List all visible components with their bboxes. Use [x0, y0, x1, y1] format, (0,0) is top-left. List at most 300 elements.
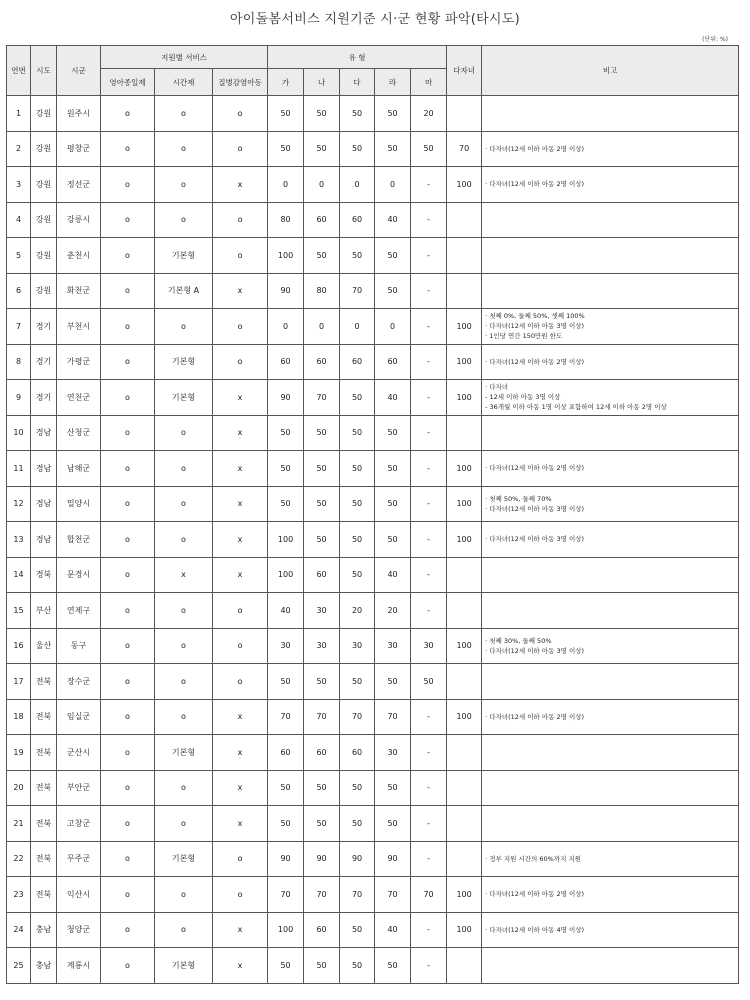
row-multi-child-cell: 100	[447, 522, 482, 558]
row-illness-cell: o	[213, 202, 268, 238]
header-sido: 시도	[31, 46, 57, 96]
row-type-ra-cell: 50	[375, 770, 411, 806]
row-multi-child-cell	[447, 415, 482, 451]
row-multi-child-cell: 100	[447, 877, 482, 913]
row-multi-child-cell	[447, 806, 482, 842]
row-sido-cell: 경남	[31, 415, 57, 451]
row-type-na-cell: 0	[304, 309, 340, 345]
row-type-na-cell: 50	[304, 486, 340, 522]
support-standard-table	[6, 45, 739, 984]
row-type-ra-cell: 50	[375, 131, 411, 167]
note-line: · 다자녀(12세 이하 아동 2명 이상)	[485, 357, 585, 366]
row-sido-cell: 경남	[31, 486, 57, 522]
row-multi-child-cell: 100	[447, 912, 482, 948]
row-note-cell	[482, 593, 739, 629]
row-type-ga-cell: 40	[268, 593, 304, 629]
row-type-da-cell: 50	[340, 522, 375, 558]
row-sido-cell: 경기	[31, 309, 57, 345]
row-type-ra-cell: 50	[375, 664, 411, 700]
row-sido-cell: 경기	[31, 380, 57, 416]
row-sido-cell: 강원	[31, 202, 57, 238]
table-row	[7, 202, 739, 238]
row-type-ma-cell: 50	[411, 131, 447, 167]
row-type-da-cell: 50	[340, 415, 375, 451]
row-multi-child-cell: 100	[447, 344, 482, 380]
row-type-na-cell: 60	[304, 344, 340, 380]
row-hourly-cell: o	[155, 486, 213, 522]
row-sigun-cell: 강릉시	[57, 202, 101, 238]
row-no-cell: 12	[7, 486, 31, 522]
row-illness-cell: x	[213, 806, 268, 842]
row-no-cell: 18	[7, 699, 31, 735]
row-type-ra-cell: 70	[375, 877, 411, 913]
header-service-group: 지원별 서비스	[101, 46, 268, 69]
row-sido-cell: 경남	[31, 451, 57, 487]
row-type-ga-cell: 50	[268, 451, 304, 487]
row-sigun-cell: 임실군	[57, 699, 101, 735]
row-type-da-cell: 0	[340, 309, 375, 345]
row-multi-child-cell	[447, 96, 482, 132]
row-sigun-cell: 장수군	[57, 664, 101, 700]
note-line: · 1인당 연간 150만원 한도	[485, 332, 563, 341]
row-note-cell	[482, 806, 739, 842]
row-type-ra-cell: 30	[375, 735, 411, 771]
row-type-da-cell: 50	[340, 912, 375, 948]
row-type-ra-cell: 20	[375, 593, 411, 629]
row-type-ga-cell: 100	[268, 557, 304, 593]
row-type-na-cell: 50	[304, 96, 340, 132]
row-type-na-cell: 50	[304, 415, 340, 451]
row-multi-child-cell: 100	[447, 699, 482, 735]
note-line: · 다자녀(12세 이하 아동 4명 이상)	[485, 925, 585, 934]
row-illness-cell: o	[213, 131, 268, 167]
table-row	[7, 309, 739, 345]
row-type-na-cell: 50	[304, 451, 340, 487]
row-note-cell	[482, 451, 739, 487]
row-no-cell: 25	[7, 948, 31, 984]
header-note: 비고	[482, 46, 739, 96]
row-infant-cell: o	[101, 948, 155, 984]
table-row	[7, 841, 739, 877]
row-type-ra-cell: 0	[375, 309, 411, 345]
unit-note: (단위: %)	[702, 36, 728, 43]
row-type-da-cell: 50	[340, 451, 375, 487]
row-note-cell	[482, 948, 739, 984]
row-no-cell: 5	[7, 238, 31, 274]
header-type-ga: 가	[268, 69, 304, 96]
row-type-da-cell: 50	[340, 486, 375, 522]
table-row	[7, 664, 739, 700]
row-illness-cell: o	[213, 593, 268, 629]
row-type-ga-cell: 90	[268, 380, 304, 416]
row-no-cell: 14	[7, 557, 31, 593]
row-type-da-cell: 90	[340, 841, 375, 877]
row-note-cell	[482, 309, 739, 345]
row-sido-cell: 충남	[31, 948, 57, 984]
row-type-ga-cell: 50	[268, 948, 304, 984]
row-no-cell: 15	[7, 593, 31, 629]
row-type-na-cell: 70	[304, 877, 340, 913]
row-type-na-cell: 0	[304, 167, 340, 203]
row-sido-cell: 강원	[31, 96, 57, 132]
row-sido-cell: 전북	[31, 841, 57, 877]
row-multi-child-cell: 100	[447, 486, 482, 522]
row-note-cell	[482, 202, 739, 238]
row-no-cell: 13	[7, 522, 31, 558]
table-body	[7, 96, 739, 984]
row-type-da-cell: 60	[340, 202, 375, 238]
note-line: · 다자녀(12세 이하 아동 3명 이상)	[485, 535, 585, 544]
row-multi-child-cell: 100	[447, 380, 482, 416]
row-sigun-cell: 계룡시	[57, 948, 101, 984]
row-no-cell: 23	[7, 877, 31, 913]
row-infant-cell: o	[101, 486, 155, 522]
row-illness-cell: x	[213, 522, 268, 558]
row-sido-cell: 전북	[31, 806, 57, 842]
row-hourly-cell: o	[155, 451, 213, 487]
row-sido-cell: 충남	[31, 912, 57, 948]
row-type-ga-cell: 30	[268, 628, 304, 664]
row-infant-cell: o	[101, 557, 155, 593]
row-note-cell	[482, 877, 739, 913]
row-infant-cell: o	[101, 415, 155, 451]
row-no-cell: 16	[7, 628, 31, 664]
row-illness-cell: x	[213, 451, 268, 487]
note-line: · 다자녀(12세 이하 아동 2명 이상)	[485, 890, 585, 899]
row-type-ra-cell: 50	[375, 486, 411, 522]
row-type-ra-cell: 40	[375, 557, 411, 593]
row-no-cell: 1	[7, 96, 31, 132]
table-row	[7, 628, 739, 664]
row-sido-cell: 경북	[31, 557, 57, 593]
row-type-na-cell: 70	[304, 699, 340, 735]
row-type-ga-cell: 70	[268, 699, 304, 735]
row-infant-cell: o	[101, 167, 155, 203]
row-infant-cell: o	[101, 309, 155, 345]
row-infant-cell: o	[101, 451, 155, 487]
row-sigun-cell: 익산시	[57, 877, 101, 913]
row-multi-child-cell	[447, 202, 482, 238]
row-type-ma-cell: -	[411, 770, 447, 806]
row-hourly-cell: o	[155, 699, 213, 735]
note-line: · 다자녀(12세 이하 아동 2명 이상)	[485, 144, 585, 153]
row-infant-cell: o	[101, 877, 155, 913]
table-row	[7, 735, 739, 771]
row-type-ga-cell: 50	[268, 415, 304, 451]
row-type-ma-cell: -	[411, 948, 447, 984]
row-type-da-cell: 60	[340, 735, 375, 771]
row-type-na-cell: 50	[304, 664, 340, 700]
row-hourly-cell: o	[155, 806, 213, 842]
row-sigun-cell: 청양군	[57, 912, 101, 948]
row-type-da-cell: 50	[340, 664, 375, 700]
row-infant-cell: o	[101, 131, 155, 167]
row-illness-cell: x	[213, 167, 268, 203]
note-line: · 다자녀(12세 이하 아동 2명 이상)	[485, 464, 585, 473]
row-sigun-cell: 화천군	[57, 273, 101, 309]
row-illness-cell: o	[213, 238, 268, 274]
row-infant-cell: o	[101, 735, 155, 771]
row-multi-child-cell	[447, 557, 482, 593]
row-type-ra-cell: 40	[375, 380, 411, 416]
row-type-ra-cell: 50	[375, 948, 411, 984]
header-service-infant: 영아종일제	[101, 69, 155, 96]
header-type-da: 다	[340, 69, 375, 96]
row-type-ma-cell: -	[411, 380, 447, 416]
row-illness-cell: o	[213, 96, 268, 132]
row-infant-cell: o	[101, 806, 155, 842]
note-line: · 정부 지원 시간의 60%까지 지원	[485, 854, 582, 863]
table-row	[7, 593, 739, 629]
row-hourly-cell: o	[155, 628, 213, 664]
row-sigun-cell: 밀양시	[57, 486, 101, 522]
table-row	[7, 380, 739, 416]
row-illness-cell: x	[213, 557, 268, 593]
row-note-cell	[482, 735, 739, 771]
row-sigun-cell: 연천군	[57, 380, 101, 416]
table-row	[7, 344, 739, 380]
note-line: · 다자녀(12세 이하 아동 2명 이상)	[485, 712, 585, 721]
row-type-da-cell: 20	[340, 593, 375, 629]
row-sido-cell: 부산	[31, 593, 57, 629]
row-sigun-cell: 동구	[57, 628, 101, 664]
row-type-na-cell: 50	[304, 522, 340, 558]
row-infant-cell: o	[101, 841, 155, 877]
row-sido-cell: 전북	[31, 877, 57, 913]
row-infant-cell: o	[101, 593, 155, 629]
row-note-cell	[482, 522, 739, 558]
row-type-ra-cell: 50	[375, 96, 411, 132]
row-type-na-cell: 60	[304, 735, 340, 771]
row-type-ma-cell: -	[411, 806, 447, 842]
row-sigun-cell: 산청군	[57, 415, 101, 451]
row-type-ra-cell: 50	[375, 415, 411, 451]
row-hourly-cell: o	[155, 593, 213, 629]
row-sigun-cell: 부천시	[57, 309, 101, 345]
row-illness-cell: o	[213, 309, 268, 345]
row-multi-child-cell	[447, 770, 482, 806]
row-hourly-cell: o	[155, 415, 213, 451]
row-type-na-cell: 50	[304, 770, 340, 806]
row-sigun-cell: 춘천시	[57, 238, 101, 274]
row-type-da-cell: 50	[340, 948, 375, 984]
table-row	[7, 451, 739, 487]
row-type-da-cell: 30	[340, 628, 375, 664]
row-type-ra-cell: 50	[375, 238, 411, 274]
row-type-na-cell: 30	[304, 628, 340, 664]
row-illness-cell: o	[213, 877, 268, 913]
table-row	[7, 557, 739, 593]
row-type-ra-cell: 40	[375, 202, 411, 238]
row-sigun-cell: 부안군	[57, 770, 101, 806]
row-type-ma-cell: -	[411, 309, 447, 345]
row-hourly-cell: o	[155, 131, 213, 167]
row-type-ga-cell: 100	[268, 238, 304, 274]
row-infant-cell: o	[101, 273, 155, 309]
row-type-ga-cell: 50	[268, 131, 304, 167]
row-hourly-cell: 기본형	[155, 238, 213, 274]
row-type-na-cell: 60	[304, 557, 340, 593]
row-hourly-cell: o	[155, 309, 213, 345]
row-type-ra-cell: 50	[375, 806, 411, 842]
table-row	[7, 131, 739, 167]
table-row	[7, 486, 739, 522]
note-line: - 12세 이하 아동 3명 이상	[485, 393, 561, 402]
row-illness-cell: o	[213, 344, 268, 380]
header-service-illness: 질병감염아동	[213, 69, 268, 96]
row-no-cell: 20	[7, 770, 31, 806]
row-type-ga-cell: 50	[268, 806, 304, 842]
row-multi-child-cell: 100	[447, 167, 482, 203]
table-row	[7, 167, 739, 203]
row-type-ma-cell: -	[411, 451, 447, 487]
row-type-ra-cell: 50	[375, 522, 411, 558]
row-note-cell	[482, 273, 739, 309]
row-type-ga-cell: 90	[268, 273, 304, 309]
row-type-da-cell: 70	[340, 699, 375, 735]
row-hourly-cell: o	[155, 96, 213, 132]
row-type-na-cell: 50	[304, 238, 340, 274]
row-illness-cell: x	[213, 273, 268, 309]
row-infant-cell: o	[101, 238, 155, 274]
row-type-da-cell: 0	[340, 167, 375, 203]
header-type-group: 유 형	[268, 46, 447, 69]
row-illness-cell: x	[213, 486, 268, 522]
row-note-cell	[482, 344, 739, 380]
note-line: · 첫째 0%, 둘째 50%, 셋째 100%	[485, 312, 585, 321]
row-type-ma-cell: -	[411, 522, 447, 558]
table-row	[7, 912, 739, 948]
row-no-cell: 10	[7, 415, 31, 451]
row-type-ga-cell: 80	[268, 202, 304, 238]
table-row	[7, 948, 739, 984]
note-line: · 다자녀(12세 이하 아동 3명 이상)	[485, 504, 585, 513]
row-note-cell	[482, 131, 739, 167]
row-infant-cell: o	[101, 202, 155, 238]
row-note-cell	[482, 912, 739, 948]
row-sigun-cell: 원주시	[57, 96, 101, 132]
row-illness-cell: o	[213, 664, 268, 700]
row-type-ga-cell: 0	[268, 167, 304, 203]
row-type-ga-cell: 0	[268, 309, 304, 345]
row-hourly-cell: o	[155, 770, 213, 806]
row-type-ra-cell: 60	[375, 344, 411, 380]
row-type-ma-cell: -	[411, 167, 447, 203]
row-sido-cell: 전북	[31, 664, 57, 700]
row-no-cell: 3	[7, 167, 31, 203]
row-type-ga-cell: 60	[268, 735, 304, 771]
row-hourly-cell: o	[155, 877, 213, 913]
row-note-cell	[482, 238, 739, 274]
row-multi-child-cell	[447, 664, 482, 700]
row-illness-cell: o	[213, 628, 268, 664]
row-type-ma-cell: -	[411, 699, 447, 735]
row-sido-cell: 경남	[31, 522, 57, 558]
row-multi-child-cell	[447, 593, 482, 629]
row-type-ra-cell: 50	[375, 451, 411, 487]
row-illness-cell: o	[213, 841, 268, 877]
row-type-da-cell: 50	[340, 131, 375, 167]
row-multi-child-cell: 100	[447, 309, 482, 345]
table-row	[7, 238, 739, 274]
row-type-ra-cell: 0	[375, 167, 411, 203]
row-no-cell: 4	[7, 202, 31, 238]
row-multi-child-cell: 70	[447, 131, 482, 167]
row-type-ma-cell: -	[411, 841, 447, 877]
header-multi-child: 다자녀	[447, 46, 482, 96]
row-note-cell	[482, 557, 739, 593]
table-row	[7, 522, 739, 558]
row-no-cell: 7	[7, 309, 31, 345]
row-type-ra-cell: 90	[375, 841, 411, 877]
row-no-cell: 19	[7, 735, 31, 771]
row-type-ga-cell: 50	[268, 770, 304, 806]
row-note-cell	[482, 96, 739, 132]
table-row	[7, 806, 739, 842]
row-type-da-cell: 50	[340, 238, 375, 274]
row-sido-cell: 전북	[31, 770, 57, 806]
row-illness-cell: x	[213, 699, 268, 735]
row-type-ga-cell: 100	[268, 522, 304, 558]
row-type-ma-cell: 20	[411, 96, 447, 132]
row-type-da-cell: 50	[340, 96, 375, 132]
row-type-ma-cell: -	[411, 415, 447, 451]
row-hourly-cell: 기본형	[155, 735, 213, 771]
row-infant-cell: o	[101, 522, 155, 558]
row-type-da-cell: 50	[340, 770, 375, 806]
row-hourly-cell: x	[155, 557, 213, 593]
row-note-cell	[482, 486, 739, 522]
row-type-ma-cell: -	[411, 202, 447, 238]
row-no-cell: 22	[7, 841, 31, 877]
row-multi-child-cell	[447, 735, 482, 771]
table-row	[7, 273, 739, 309]
row-note-cell	[482, 841, 739, 877]
header-no: 연번	[7, 46, 31, 96]
row-no-cell: 8	[7, 344, 31, 380]
row-type-da-cell: 50	[340, 806, 375, 842]
row-sigun-cell: 합천군	[57, 522, 101, 558]
row-note-cell	[482, 380, 739, 416]
row-type-ga-cell: 100	[268, 912, 304, 948]
table-row	[7, 415, 739, 451]
row-hourly-cell: o	[155, 664, 213, 700]
row-no-cell: 6	[7, 273, 31, 309]
row-no-cell: 24	[7, 912, 31, 948]
row-type-da-cell: 50	[340, 380, 375, 416]
row-type-ma-cell: -	[411, 344, 447, 380]
row-type-ma-cell: -	[411, 557, 447, 593]
row-multi-child-cell	[447, 273, 482, 309]
row-type-ma-cell: 70	[411, 877, 447, 913]
row-type-ra-cell: 30	[375, 628, 411, 664]
header-type-ra: 라	[375, 69, 411, 96]
row-illness-cell: x	[213, 770, 268, 806]
row-hourly-cell: o	[155, 912, 213, 948]
row-type-na-cell: 50	[304, 806, 340, 842]
row-sigun-cell: 고창군	[57, 806, 101, 842]
row-type-na-cell: 50	[304, 948, 340, 984]
row-type-ga-cell: 90	[268, 841, 304, 877]
row-hourly-cell: 기본형	[155, 948, 213, 984]
note-line: · 첫째 50%, 둘째 70%	[485, 494, 552, 503]
row-note-cell	[482, 628, 739, 664]
note-line: · 다자녀(12세 이하 아동 3명 이상)	[485, 646, 585, 655]
row-type-na-cell: 80	[304, 273, 340, 309]
row-type-da-cell: 60	[340, 344, 375, 380]
row-sigun-cell: 정선군	[57, 167, 101, 203]
row-hourly-cell: o	[155, 522, 213, 558]
